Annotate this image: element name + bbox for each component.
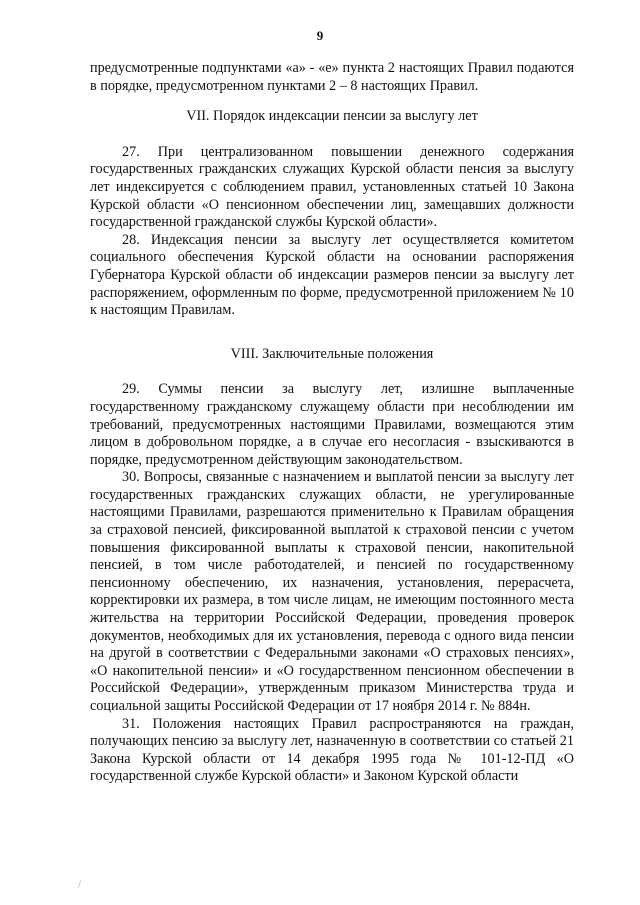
- page-number: 9: [316, 28, 324, 43]
- paragraph-31: 31. Положения настоящих Правил распространяются на граждан, получающих пенсию за выслугу лет, назначенную в соответствии со статьей 21 Закона Курской области от 14 декабря 1995 года № 101-12-ПД «О государственной службе Курской области» и Законом Курской области: [90, 715, 574, 785]
- intro-paragraph: предусмотренные подпунктами «а» - «е» пункта 2 настоящих Правил подаются в порядке, предусмотренном пунктами 2 – 8 настоящих Правил.: [90, 60, 574, 94]
- section-8-heading: VIII. Заключительные положения: [230, 345, 434, 362]
- paragraph-28: 28. Индексация пенсии за выслугу лет осуществляется комитетом социального обеспечения Курской области на основании распоряжения Губернатора Курской области об индексации размеров пенсии за выслугу лет распоряжением, оформленным по форме, предусмотренной приложением № 10 к настоящим Правилам.: [90, 231, 574, 319]
- paragraph-29: 29. Суммы пенсии за выслугу лет, излишне выплаченные государственному гражданскому служащему области при несоблюдении им требований, предусмотренных настоящими Правилами, возмещаются этим лицом в добровольном порядке, а в случае его несогласия - взыскиваются в порядке, предусмотренном действующим законодательством.: [90, 381, 574, 468]
- paragraph-27: 27. При централизованном повышении денежного содержания государственных гражданских служащих Курской области пенсия за выслугу лет индексируется с соблюдением правил, установленных статьей 10 Закона Курской области «О пенсионном обеспечении лиц, замещавших должности государственной гражданской службы Курской области».: [90, 143, 574, 231]
- scan-mark: [78, 880, 81, 888]
- section-7-heading: VII. Порядок индексации пенсии за выслугу лет: [186, 108, 478, 125]
- paragraph-30: 30. Вопросы, связанные с назначением и выплатой пенсии за выслугу лет государственных гражданских служащих области, не урегулированные настоящими Правилами, разрешаются применительно к Правилам обращения за страховой пенсией, фиксированной выплатой к страховой пенсии с учетом повышения фиксированной выплаты к страховой пенсии, накопительной пенсией, в том числе работодателей, и пенсией по государственному пенсионному обеспечению, их назначения, установления, перерасчета, корректировки их размера, в том числе лицам, не имеющим постоянного места жительства на территории Российской Федерации, проведения проверок документов, необходимых для их установления, перевода с одного вида пенсии на другой в соответствии с Федеральными законами «О страховых пенсиях», «О накопительной пенсии» и «О государственном пенсионном обеспечении в Российской Федерации», утвержденным приказом Министерства труда и социальной защиты Российской Федерации от 17 ноября 2014 г. № 884н.: [90, 469, 574, 714]
- document-body: [90, 60, 574, 786]
